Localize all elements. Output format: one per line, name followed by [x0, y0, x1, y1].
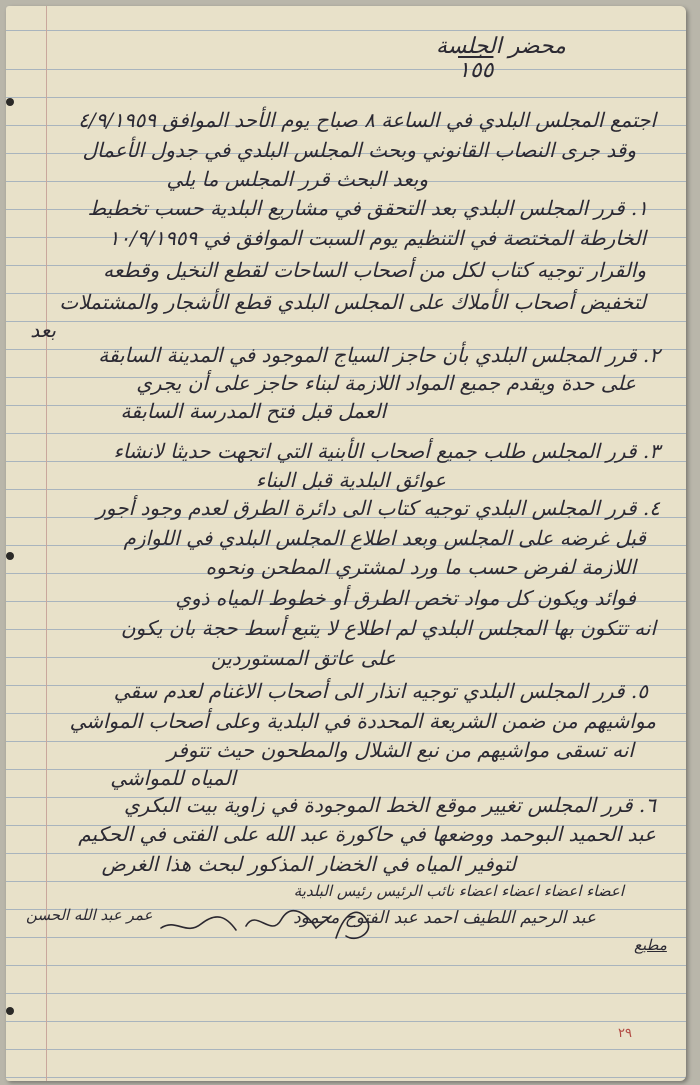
text-line: على عاتق المستوردين — [211, 646, 396, 670]
session-number: ١٥٥ — [458, 58, 494, 83]
text-line: ٥. قرر المجلس البلدي توجيه انذار الى أصحاب الاغنام لعدم سقي — [113, 679, 648, 703]
text-line: وقد جرى النصاب القانوني وبحث المجلس البلدي في جدول الأعمال — [82, 138, 636, 162]
binding-hole — [6, 552, 14, 560]
text-line: عبد الحميد البوحمد ووضعها في حاكورة عبد الله على الفتى في الحكيم — [78, 822, 656, 846]
binding-hole — [6, 98, 14, 106]
text-line: اجتمع المجلس البلدي في الساعة ٨ صباح يوم الأحد الموافق ٤/٩/١٩٥٩ — [78, 108, 656, 132]
text-line: ٣. قرر المجلس طلب جميع أصحاب الأبنية التي اتجهت حديثا لانشاء — [113, 439, 660, 463]
signature-titles: اعضاء اعضاء اعضاء اعضاء نائب الرئيس رئيس البلدية — [293, 882, 624, 900]
text-line: ٤. قرر المجلس البلدي توجيه كتاب الى دائرة الطرق لعدم وجود أجور — [96, 496, 660, 520]
binding-hole — [6, 1007, 14, 1015]
text-line: انه تسقى مواشيهم من نبع الشلال والمطحون حيث تتوفر — [167, 738, 634, 762]
text-line: ٦. قرر المجلس تغيير موقع الخط الموجودة في زاوية بيت البكري — [124, 793, 656, 817]
page-heading: محضر الجلسة — [436, 34, 566, 59]
text-line: والقرار توجيه كتاب لكل من أصحاب الساحات لقطع النخيل وقطعه — [103, 258, 646, 282]
signature-name: مطيع — [634, 936, 667, 954]
text-line: مواشيهم من ضمن الشريعة المحددة في البلدية وعلى أصحاب المواشي — [69, 709, 656, 733]
text-line: ٢. قرر المجلس البلدي بأن حاجز السياج الموجود في المدينة السابقة — [98, 343, 660, 367]
page-number: ٢٩ — [618, 1026, 632, 1041]
text-line: لتخفيض أصحاب الأملاك على المجلس البلدي قطع الأشجار والمشتملات — [59, 290, 646, 314]
notebook-page — [6, 6, 686, 1081]
text-line: اللازمة لفرض حسب ما ورد لمشتري المطحن ونحوه — [205, 555, 636, 579]
signature-names: عبد الرحيم اللطيف احمد عبد الفتوح محمود — [293, 908, 596, 928]
text-line: انه تتكون بها المجلس البلدي لم اطلاع لا يتبع أسط حجة بان يكون — [120, 616, 656, 640]
text-line: على حدة ويقدم جميع المواد اللازمة لبناء حاجز على أن يجري — [136, 371, 636, 395]
text-line: بعد — [30, 318, 56, 342]
handwritten-signatures — [156, 898, 386, 948]
text-line: الخارطة المختصة في التنظيم يوم السبت الموافق في ١٠/٩/١٩٥٩ — [108, 226, 646, 250]
text-line: العمل قبل فتح المدرسة السابقة — [120, 399, 386, 423]
text-line: ١. قرر المجلس البلدي بعد التحقق في مشاريع البلدية حسب تخطيط — [87, 196, 648, 220]
text-line: فوائد ويكون كل مواد تخص الطرق أو خطوط المياه ذوي — [175, 586, 636, 610]
signature-name: عمر عبد الله الحسن — [26, 906, 153, 924]
text-line: قبل غرضه على المجلس وبعد اطلاع المجلس البلدي في اللوازم — [123, 526, 646, 550]
text-line: المياه للمواشي — [110, 766, 236, 790]
text-line: لتوفير المياه في الخضار المذكور لبحث هذا الغرض — [101, 852, 516, 876]
text-line: عوائق البلدية قبل البناء — [255, 468, 446, 492]
text-line: وبعد البحث قرر المجلس ما يلي — [166, 167, 428, 191]
